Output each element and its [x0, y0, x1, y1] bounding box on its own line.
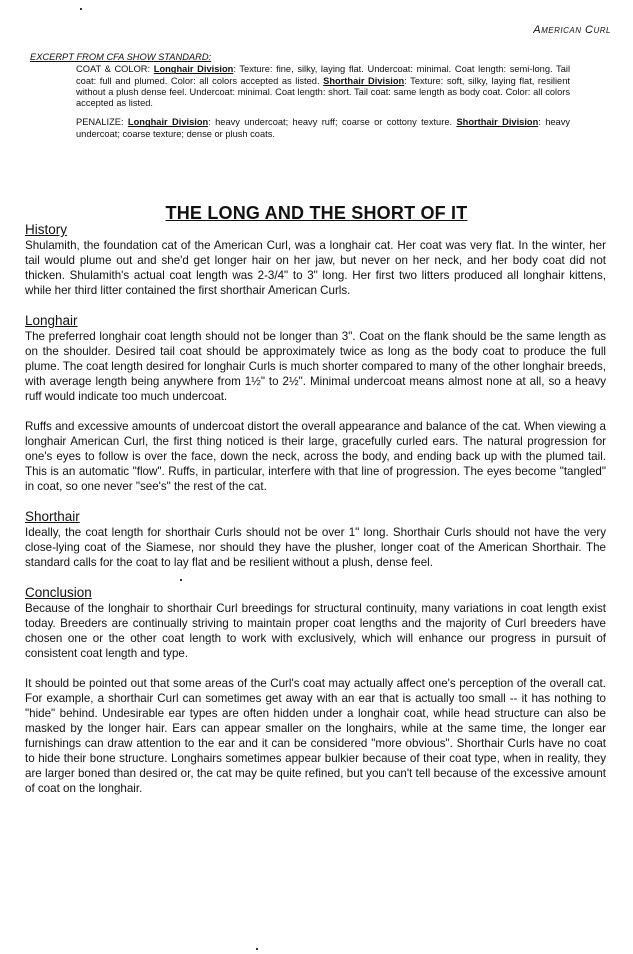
- penalize-shorthair-text: : heavy undercoat; coarse texture; dense or plush coats.: [76, 117, 571, 139]
- paragraph: Shulamith, the foundation cat of the American Curl, was a longhair cat. Her coat was very flat. In the winter, her tail would plume out and she'd get longer hair on her jaw, but never on her neck, and her body coat did not thicken. Shulamith's actual coat length was 2-3/4" to 3" long. Her first two litters produced all longhair kittens, while her third litter contained the first shorthair American Curls.: [25, 239, 606, 297]
- penalize-longhair-text: : heavy undercoat; heavy ruff; coarse or cottony texture.: [208, 117, 453, 128]
- penalize-longhair-label: Longhair Division: [127, 117, 209, 128]
- paragraph: It should be pointed out that some areas of the Curl's coat may actually affect one's perception of the overall cat. For example, a shorthair Curl can sometimes get away with an ear that is actually too small -- it has nothing to "hide" behind. Undesirable ear types are often hidden under a longhair coat, while head structure can also be masked by the longer hair. Ears can appear smaller on the longhairs, while at the same time, the longer ear furnishings can draw attention to the ear and it can be considered "more obvious". Shorthair Curls have no coat to hide their bone structure. Longhairs sometimes appear bulkier because of their coat type, when in reality, they are larger boned than desired or, the cat may be quite refined, but you can't tell because of the excessive amount of coat on the longhair.: [25, 677, 606, 795]
- penalize-paragraph: [76, 117, 570, 140]
- section-shorthair: [25, 509, 606, 570]
- shorthair-division-text: : Texture: soft, silky, laying flat, resilient without a plush dense feel. Undercoat: minimal. Coat length: short. Tail coat: same length as body coat. Color: all colors accepted as listed.: [76, 75, 570, 109]
- section-conclusion: [25, 585, 606, 796]
- excerpt-title: EXCERPT FROM CFA SHOW STANDARD:: [30, 52, 212, 62]
- scan-speck: [256, 948, 258, 950]
- section-heading: History: [25, 222, 68, 237]
- section-heading: Longhair: [25, 313, 78, 328]
- penalize-shorthair-label: Shorthair Division: [456, 117, 539, 128]
- section-history: [25, 222, 606, 298]
- running-head: American Curl: [533, 24, 611, 36]
- paragraph: Ruffs and excessive amounts of undercoat distort the overall appearance and balance of the cat. When viewing a longhair American Curl, the first thing noticed is their large, gracefully curled ears. The natural progression for one's eyes to follow is over the face, down the neck, across the body, and ending back up with the plumed tail. This is an automatic "flow". Ruffs, in particular, interfere with that line of progression. The eyes become "tangled" in coat, so one never "see's" the rest of the cat.: [25, 420, 606, 493]
- shorthair-division-label: Shorthair Division: [323, 75, 405, 86]
- penalize-label: PENALIZE:: [76, 117, 124, 128]
- longhair-division-label: Longhair Division: [153, 64, 234, 75]
- show-standard-excerpt: [30, 52, 570, 140]
- section-longhair: [25, 313, 606, 494]
- scan-speck: [80, 8, 82, 10]
- longhair-division-text: : Texture: fine, silky, laying flat. Undercoat: minimal. Coat length: semi-long. Tail coat: full and plumed. Color: all colors accepted as listed.: [76, 64, 571, 86]
- article-title: THE LONG AND THE SHORT OF IT: [165, 203, 468, 223]
- paragraph: Ideally, the coat length for shorthair Curls should not be over 1" long. Shorthair Curls should not have the very close-lying coat of the Siamese, nor should they have the plusher, longer coat of the American Shorthair. The standard calls for the coat to lay flat and be resilient without a plush, dense feel.: [25, 526, 606, 569]
- section-heading: Conclusion: [25, 585, 92, 600]
- coat-color-paragraph: [76, 64, 570, 109]
- section-heading: Shorthair: [25, 509, 80, 524]
- coat-color-label: COAT & COLOR:: [76, 64, 151, 75]
- article-body: [25, 222, 606, 796]
- paragraph: The preferred longhair coat length should not be longer than 3". Coat on the flank should be the same length as on the shoulder. Desired tail coat should be approximately twice as long as the body coat to produce the full plume. The coat length desired for longhair Curls is much shorter compared to many of the other longhair breeds, with average length being anywhere from 1½" to 2½". Minimal undercoat means almost none at all, so a heavy ruff would indicate too much undercoat.: [25, 330, 606, 403]
- paragraph: Because of the longhair to shorthair Curl breedings for structural continuity, many variations in coat length exist today. Breeders are continually striving to maintain proper coat lengths and the majority of Curl breeders have chosen one or the other coat length to work with exclusively, which will enhance our progress in pursuit of consistent coat length and type.: [25, 602, 606, 660]
- excerpt-body: [76, 64, 570, 140]
